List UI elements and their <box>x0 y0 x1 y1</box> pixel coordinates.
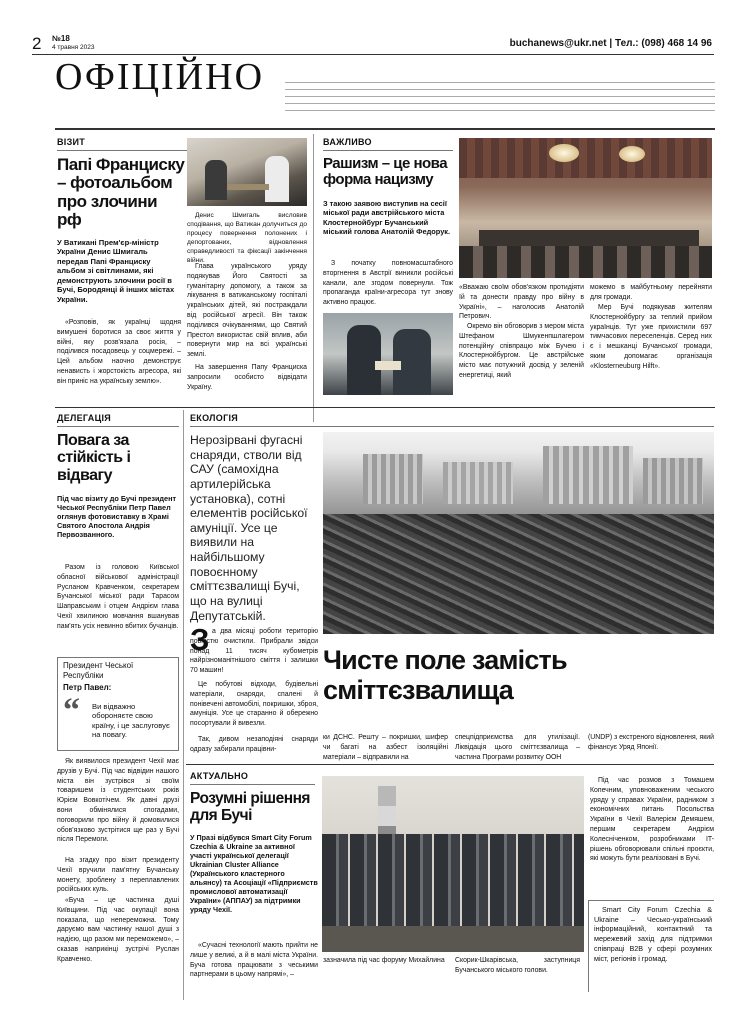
important-paragraph-4: Мер Бучі подякував жителям Клостернойбургу за теплий прийом українців. Тут уже прихистили 697 тимчасових переселенців. Серед них є і мешканці Бучанської громади, яким допомагає організація «Klosterneuburg Hilft». <box>590 304 712 370</box>
delegation-lead: Під час візиту до Бучі президент Чеської Республіки Петр Павел оглянув фотовиставку в Храмі Святого Апостола Андрія Первозванного. <box>57 494 177 540</box>
photo-mayor-handshake <box>323 313 453 395</box>
smart-city-info-text: Smart City Forum Czechia & Ukraine – Чесько-український інформаційний, контактний та мережевий захід для підтримки співпраці B2B у сфері розумних міст, регіонів і громад. <box>594 905 712 963</box>
photo-forum-delegation <box>322 776 584 952</box>
delegation-label-rule <box>57 426 179 427</box>
photo-landfill <box>323 432 714 634</box>
important-paragraph-2: Окремо він обговорив з мером міста Штефаном Шмукенпшлагером потенційну співпрацю між Бучею і Клостернойбургом. Це австрійське місто має потужний досвід у зеленій енергетиці, який <box>459 323 584 379</box>
quote-mark-icon: “ <box>63 692 80 729</box>
actual-photo-caption-2: Скорик-Шкарівська, заступниця Бучанського міського голови. <box>455 957 580 974</box>
ecology-paragraph-2: Це побутові відходи, будівельні матеріали, снаряди, спалені й понівечені автомобілі, покришки, зброя, амуніція. Усе це старанно й обережно посортували й вивезли. <box>190 681 318 728</box>
actual-label-rule <box>190 784 315 785</box>
header-bottom-rule <box>55 128 715 130</box>
section-label-delegation: ДЕЛЕГАЦІЯ <box>57 413 112 423</box>
section-title-rule-4 <box>285 103 715 104</box>
section-title-rule-5 <box>285 110 715 111</box>
delegation-paragraph-3: На згадку про візит президенту Чехії вручили пам'ятну Бучанську монету, зроблену з переплавлених російських куль. <box>57 857 179 894</box>
section-label-important: ВАЖЛИВО <box>323 137 372 147</box>
delegation-paragraph-4: «Буча – це частинка душі Київщини. Під час окупації вона показала, що непереможна. Тому даруємо вам частинку нашої душі з надією, що разом ми переможемо», – сказав наприкінці зустрічі Руслан Кравченко. <box>57 897 179 963</box>
visit-paragraph-2: Глава українського уряду подякував Його Святості за гуманітарну допомогу, а також за лікування в ватиканському госпіталі українських дітей, які постраждали від російської агресії. Він також поділився очікуваннями, що Святий Престол використає свій вплив, аби повернути мир на всі українські землі. <box>187 263 307 359</box>
section-title-rule-2 <box>285 89 715 90</box>
visit-photo-caption: Денис Шмигаль висловив сподівання, що Ватикан долучиться до процесу повернення полонених і депортованих, відновлення справедливості та фіксації закінчення війни. <box>187 212 307 265</box>
section-title: ОФІЦІЙНО <box>55 56 265 98</box>
bottom-horizontal-rule <box>186 764 714 765</box>
delegation-paragraph-2: Як виявилося президент Чехії має друзів у Бучі. Під час відвідин нашого міста він зустрівся зі своїм товаришем із студентських років Юрієм Вовкотічем. Як давні друзі вони обмінялися спогадами, поговорили про війну й домовилися обов'язково зустрітися ще раз у Бучі після Перемоги. <box>57 758 179 844</box>
important-lead: З такою заявою виступив на сесії міської ради австрійського міста Клостернойбург Бучанський міський голова Анатолій Федорук. <box>323 199 451 236</box>
masthead-rule <box>32 54 714 55</box>
smart-city-info-box <box>588 900 714 992</box>
ecology-column-3: спецпідприємства для утилізації. Ліквідація цього сміттєзвалища – частина Програми розвитку ООН <box>455 734 580 761</box>
ecology-paragraph-1: а два місяці роботи територію повністю очистили. Прибрали звідси понад 11 тисяч кубометрів найрізноманітнішого сміття і залишки 70 машин! <box>190 628 318 675</box>
actual-photo-caption-1: зазначила під час форуму Михайлина <box>323 957 445 964</box>
ecology-paragraph-3: Так, дивом незаподіяні снаряди одразу забирали працівни- <box>190 736 318 753</box>
section-title-rule-3 <box>285 96 715 97</box>
ecology-headline: Чисте поле замість сміттєзвалища <box>323 645 567 706</box>
vertical-divider-bottom <box>183 410 184 1000</box>
visit-paragraph-3: На завершення Папу Франциска запросили особисто відвідати Україну. <box>187 364 307 391</box>
photo-council-session <box>459 138 712 278</box>
section-label-actual: АКТУАЛЬНО <box>190 771 249 781</box>
delegation-paragraph-1: Разом із головою Київської обласної військової адміністрації Русланом Кравченком, секретарем Бучанської міської ради Тарасом Шаправським і отцем Андрієм глава Чехії хвилиною мовчання вшанував пам'ять усіх невинно вбитих бучанців. <box>57 564 179 630</box>
important-paragraph-3: можемо в майбутньому перейняти для громади. <box>590 284 712 301</box>
ecology-column-2: ки ДСНС. Решту – покришки, шифер чи багаті на азбест ізоляційні матеріали – відправили на <box>323 734 448 761</box>
quote-role: Президент Чеської Республіки <box>63 661 134 680</box>
ecology-column-4: (UNDP) з екстреного відновлення, який фінансує Уряд Японії. <box>588 734 714 751</box>
issue-date: 4 травня 2023 <box>52 44 95 51</box>
section-title-rule-1 <box>285 82 715 83</box>
actual-lead: У Празі відбувся Smart City Forum Czechia & Ukraine за активної участі української делегації Ukrainian Cluster Alliance (Українського кластерного альянсу) та Асоціації «Підприємств промислової автоматизації України» (АППАУ) за підтримки уряду Чехії. <box>190 833 318 914</box>
ecology-intro: Нерозірвані фугасні снаряди, стволи від САУ (самохідна артилерійська установка), сотні елементів російської амуніції. Усе це виявили на найбільшому повоєнному сміттєзвалищі Бучі, що на вулиці Депутатській. <box>190 433 308 623</box>
visit-paragraph-1: «Розповів, як українці щодня вимушені боротися за своє життя у війні, яку розв'язала росія, – поділився посадовець у соцмережі. – Цей альбом наочно демонструє ненависть і жорстокість агресора, які він приніс на українську землю». <box>57 319 181 385</box>
issue-number: №18 <box>52 34 70 43</box>
contacts: buchanews@ukr.net | Тел.: (098) 468 14 96 <box>509 38 712 49</box>
visit-lead: У Ватикані Прем'єр-міністр України Денис Шмигаль передав Папі Франциску альбом зі світлинами, які демонструють злочини росії в Бучі, Бородянці й інших містах України. <box>57 238 175 304</box>
mid-horizontal-rule <box>55 407 715 408</box>
section-label-visit: ВІЗИТ <box>57 137 86 147</box>
important-headline: Рашизм – це нова форма нацизму <box>323 155 448 189</box>
quote-text: Ви відважно обороняєте свою країну, і це заслуговує на повагу. <box>92 702 170 740</box>
quote-name: Петр Павел: <box>63 683 112 692</box>
section-label-ecology: ЕКОЛОГІЯ <box>190 413 239 423</box>
page-number: 2 <box>32 34 42 53</box>
actual-paragraph-2: Під час розмов з Томашем Копечним, уповноваженим чеського уряду у справах України, радником з економічних питань Посольства України в Чехії Валерієм Демяшем, першим секретарем Андрієм Колесніченком, розробниками IT-рішень обговорювали спільні проєкти, які можуть бути реалізовані в Бучі. <box>590 777 714 863</box>
important-quote: «Вважаю своїм обов'язком протидіяти їй та донести правду про війну в Україні», – наголосив Анатолій Петрович. <box>459 284 584 321</box>
important-paragraph-1: З початку повномасштабного вторгнення в Австрії виникли російські канали, але згодом повернули. Тож пропаганда країни-агресора тут знову активно працює. <box>323 260 453 307</box>
president-quote-box <box>57 657 179 751</box>
ecology-label-rule <box>190 426 714 427</box>
ecology-dropcap: З <box>190 622 210 657</box>
photo-pope-meeting <box>187 138 307 206</box>
visit-headline: Папі Франциску – фотоальбом про злочини рф <box>57 155 185 230</box>
important-label-rule <box>323 150 453 151</box>
actual-paragraph-1: «Сучасні технології мають прийти не лише у великі, а й в малі міста України. Буча готова працювати з чеськими партнерами в цьому напрямі», – <box>190 942 318 979</box>
delegation-headline: Повага за стійкість і відвагу <box>57 432 131 484</box>
vertical-divider-top <box>313 134 314 422</box>
actual-headline: Розумні рішення для Бучі <box>190 790 310 824</box>
